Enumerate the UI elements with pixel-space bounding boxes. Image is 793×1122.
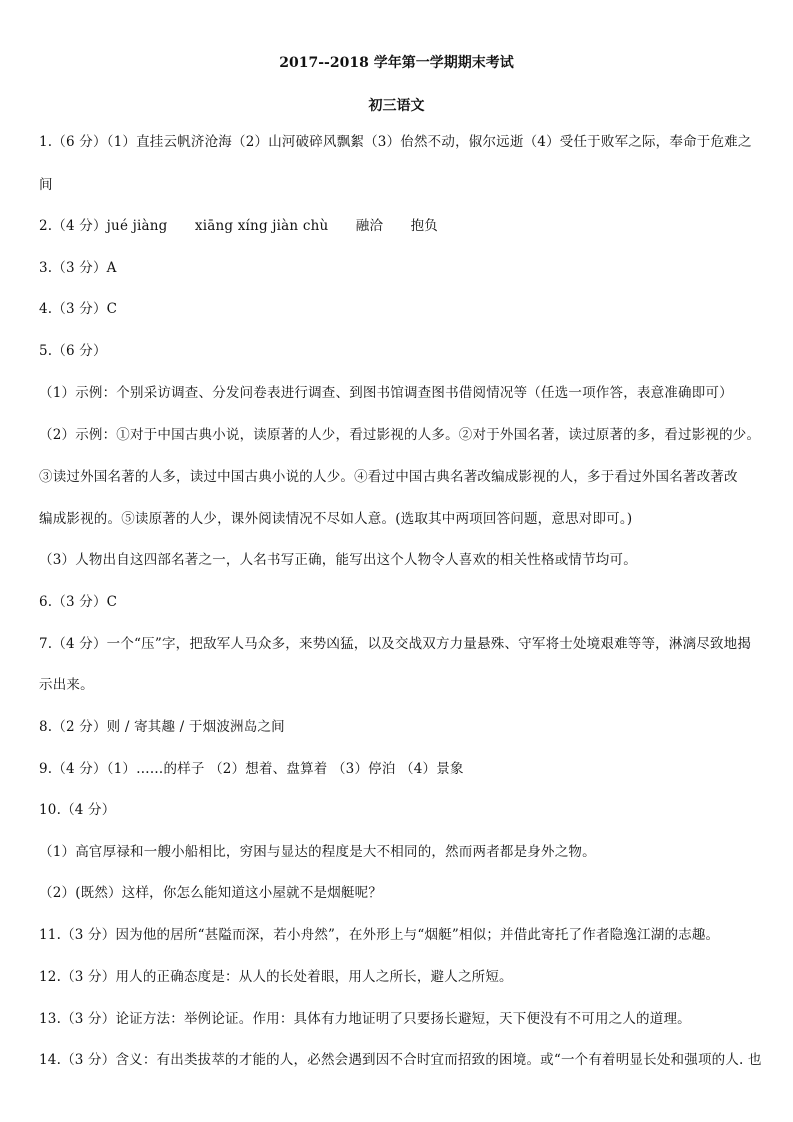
- answer-line-5-2-cont: ③读过外国名著的人多，读过中国古典小说的人少。④看过中国古典名著改编成影视的人，多于看过外国名著改著改: [39, 469, 738, 485]
- answer-line-11: 11.（3 分）因为他的居所“甚隘而深，若小舟然”，在外形上与“烟艇”相似；并借此寄托了作者隐逸江湖的志趣。: [39, 927, 720, 943]
- exam-subject: 初三语文: [368, 98, 425, 114]
- answer-line-7: 7.（4 分）一个“压”字，把敌军人马众多，来势凶猛，以及交战双方力量悬殊、守军将士处境艰难等等，淋漓尽致地揭: [39, 636, 752, 652]
- answer-line-1-cont: 间: [39, 177, 53, 193]
- answer-line-5-1: （1）示例：个别采访调查、分发问卷表进行调查、到图书馆调查图书借阅情况等（任选一项作答，表意准确即可）: [39, 385, 733, 401]
- answer-line-6: 6.（3 分）C: [39, 594, 118, 610]
- answer-line-2: 2.（4 分）jué jiàng xiāng xíng jiàn chù 融洽 抱负: [39, 218, 438, 234]
- answer-line-5: 5.（6 分）: [39, 343, 107, 359]
- answer-line-3: 3.（3 分）A: [39, 260, 117, 276]
- answer-line-5-2: （2）示例：①对于中国古典小说，读原著的人少，看过影视的人多。②对于外国名著，读过原著的多，看过影视的少。: [39, 427, 761, 443]
- answer-line-5-3: （3）人物出自这四部名著之一，人名书写正确，能写出这个人物令人喜欢的相关性格或情节均可。: [39, 552, 637, 568]
- answer-line-12: 12.（3 分）用人的正确态度是：从人的长处着眼，用人之所长，避人之所短。: [39, 969, 513, 985]
- answer-line-8: 8.（2 分）则 / 寄其趣 / 于烟波洲岛之间: [39, 719, 285, 735]
- answer-line-4: 4.（3 分）C: [39, 301, 118, 317]
- answer-line-10-2: （2）(既然）这样，你怎么能知道这小屋就不是烟艇呢？: [39, 885, 383, 901]
- answer-line-1: 1.（6 分）（1）直挂云帆济沧海（2）山河破碎风飘絮（3）佁然不动，俶尔远逝（4）受任于败军之际，奉命于危难之: [39, 134, 752, 150]
- answer-line-5-2-cont2: 编成影视的。⑤读原著的人少，课外阅读情况不尽如人意。(选取其中两项回答问题，意思对即可。): [39, 511, 633, 527]
- answer-line-14: 14.（3 分）含义：有出类拔萃的才能的人，必然会遇到因不合时宜而招致的困境。或“一个有着明显长处和强项的人. 也: [39, 1052, 762, 1068]
- exam-title: 2017--2018 学年第一学期期末考试: [279, 55, 514, 71]
- answer-line-10: 10.（4 分）: [39, 802, 116, 818]
- answer-line-9: 9.（4 分）（1）……的样子 （2）想着、盘算着 （3）停泊 （4）景象: [39, 761, 464, 777]
- answer-line-10-1: （1）高官厚禄和一艘小船相比，穷困与显达的程度是大不相同的，然而两者都是身外之物。: [39, 844, 596, 860]
- answer-line-7-cont: 示出来。: [39, 677, 94, 693]
- answer-line-13: 13.（3 分）论证方法：举例论证。作用：具体有力地证明了只要扬长避短，天下便没有不可用之人的道理。: [39, 1011, 691, 1027]
